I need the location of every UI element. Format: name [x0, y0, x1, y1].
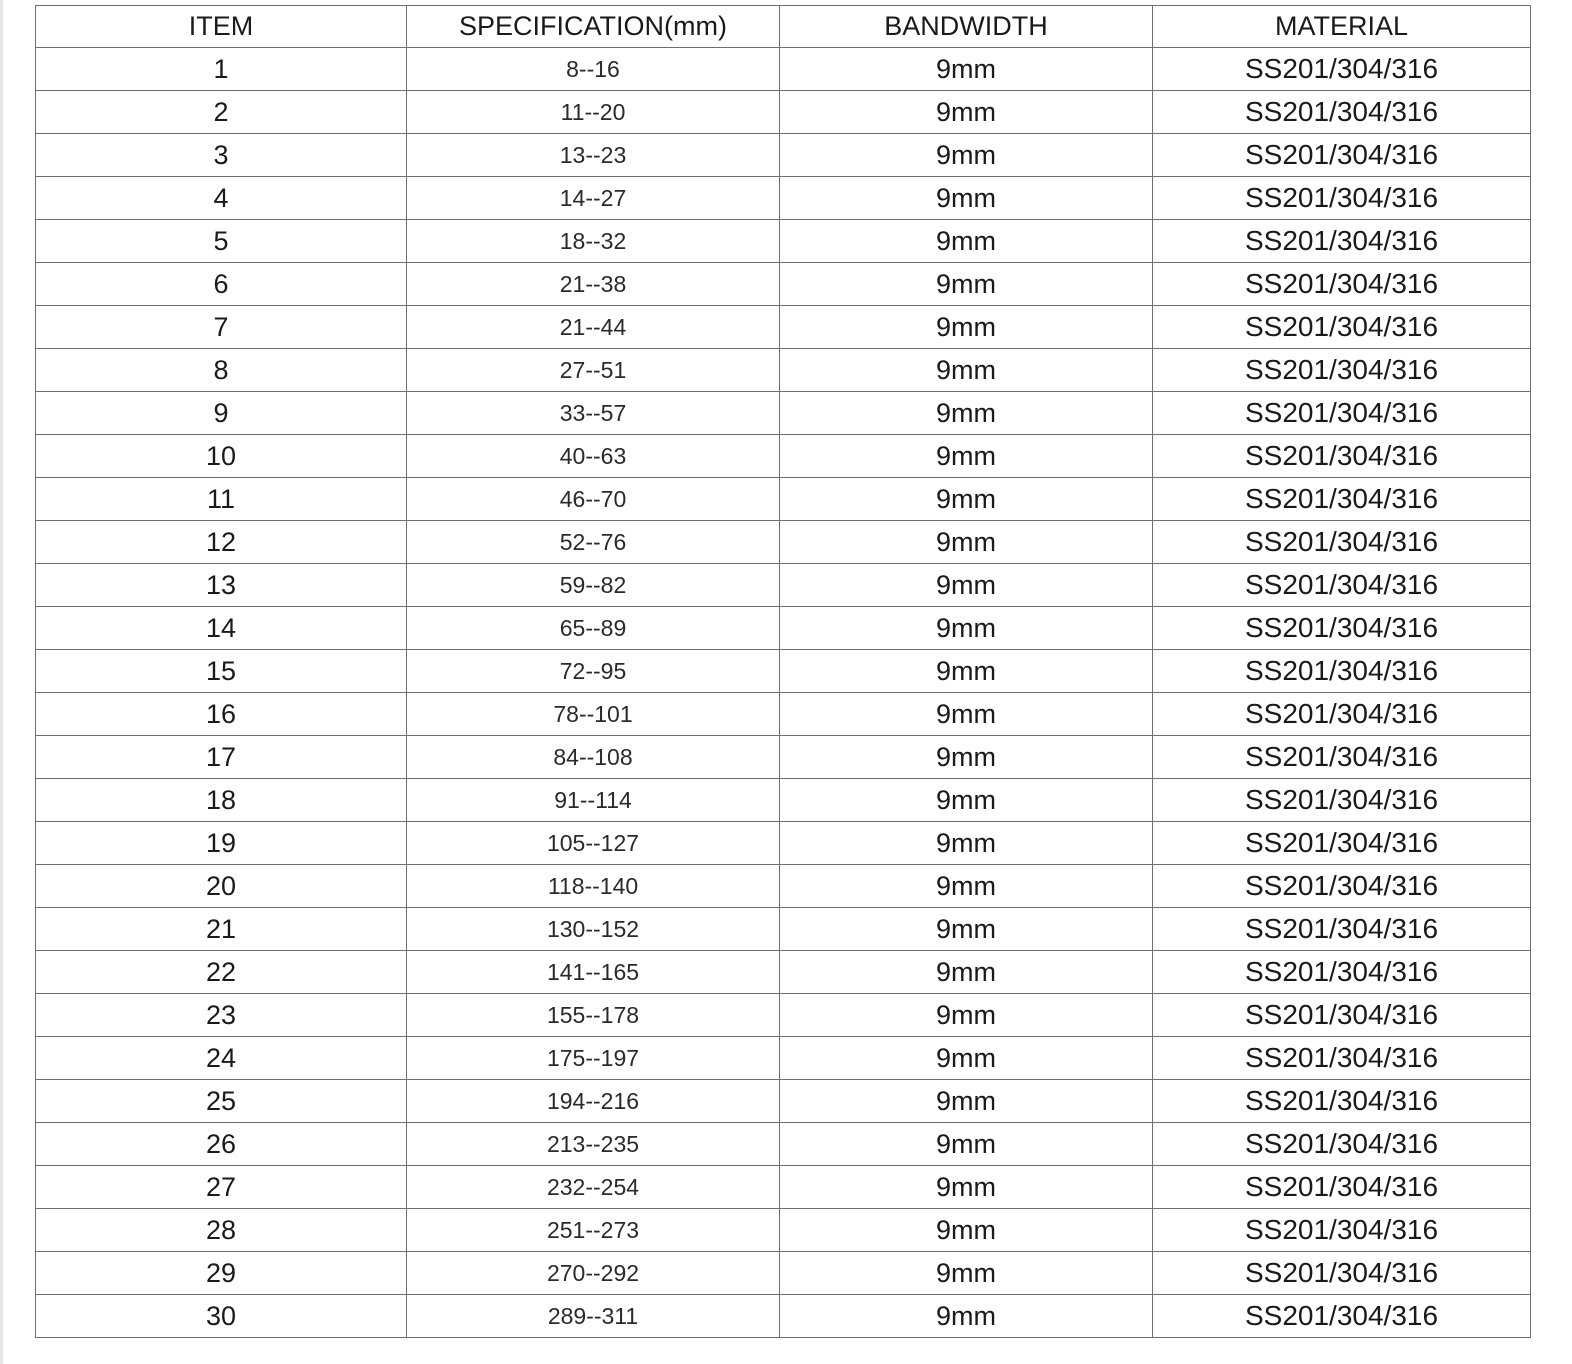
cell-specification: 52--76 [407, 521, 780, 564]
cell-item: 22 [36, 951, 407, 994]
cell-specification: 251--273 [407, 1209, 780, 1252]
cell-material: SS201/304/316 [1153, 1123, 1531, 1166]
cell-material: SS201/304/316 [1153, 263, 1531, 306]
table-row [36, 349, 1531, 392]
cell-specification: 40--63 [407, 435, 780, 478]
cell-bandwidth: 9mm [780, 306, 1153, 349]
table-row [36, 607, 1531, 650]
table-row [36, 693, 1531, 736]
cell-bandwidth: 9mm [780, 349, 1153, 392]
cell-specification: 27--51 [407, 349, 780, 392]
table-row [36, 908, 1531, 951]
cell-item: 1 [36, 48, 407, 91]
cell-specification: 59--82 [407, 564, 780, 607]
cell-specification: 130--152 [407, 908, 780, 951]
cell-item: 10 [36, 435, 407, 478]
cell-bandwidth: 9mm [780, 865, 1153, 908]
cell-specification: 21--38 [407, 263, 780, 306]
cell-bandwidth: 9mm [780, 994, 1153, 1037]
cell-item: 24 [36, 1037, 407, 1080]
header-specification: SPECIFICATION(mm) [407, 6, 780, 48]
table-row [36, 1252, 1531, 1295]
cell-specification: 72--95 [407, 650, 780, 693]
cell-item: 21 [36, 908, 407, 951]
cell-bandwidth: 9mm [780, 736, 1153, 779]
cell-bandwidth: 9mm [780, 1252, 1153, 1295]
cell-material: SS201/304/316 [1153, 822, 1531, 865]
cell-specification: 46--70 [407, 478, 780, 521]
table-row [36, 220, 1531, 263]
cell-material: SS201/304/316 [1153, 306, 1531, 349]
cell-material: SS201/304/316 [1153, 478, 1531, 521]
cell-item: 19 [36, 822, 407, 865]
cell-material: SS201/304/316 [1153, 1166, 1531, 1209]
cell-bandwidth: 9mm [780, 1123, 1153, 1166]
cell-specification: 118--140 [407, 865, 780, 908]
cell-specification: 14--27 [407, 177, 780, 220]
cell-specification: 232--254 [407, 1166, 780, 1209]
cell-specification: 21--44 [407, 306, 780, 349]
cell-item: 25 [36, 1080, 407, 1123]
table-row [36, 779, 1531, 822]
cell-material: SS201/304/316 [1153, 779, 1531, 822]
cell-bandwidth: 9mm [780, 951, 1153, 994]
cell-item: 9 [36, 392, 407, 435]
cell-bandwidth: 9mm [780, 607, 1153, 650]
cell-material: SS201/304/316 [1153, 177, 1531, 220]
cell-item: 12 [36, 521, 407, 564]
cell-material: SS201/304/316 [1153, 1252, 1531, 1295]
cell-material: SS201/304/316 [1153, 736, 1531, 779]
cell-material: SS201/304/316 [1153, 48, 1531, 91]
cell-item: 14 [36, 607, 407, 650]
cell-item: 30 [36, 1295, 407, 1338]
cell-bandwidth: 9mm [780, 1295, 1153, 1338]
cell-material: SS201/304/316 [1153, 908, 1531, 951]
header-bandwidth: BANDWIDTH [780, 6, 1153, 48]
cell-item: 11 [36, 478, 407, 521]
cell-item: 29 [36, 1252, 407, 1295]
cell-bandwidth: 9mm [780, 1037, 1153, 1080]
cell-specification: 65--89 [407, 607, 780, 650]
cell-material: SS201/304/316 [1153, 392, 1531, 435]
cell-item: 13 [36, 564, 407, 607]
table-row [36, 521, 1531, 564]
cell-item: 18 [36, 779, 407, 822]
cell-material: SS201/304/316 [1153, 650, 1531, 693]
cell-specification: 270--292 [407, 1252, 780, 1295]
cell-item: 20 [36, 865, 407, 908]
table-row [36, 1166, 1531, 1209]
cell-material: SS201/304/316 [1153, 607, 1531, 650]
cell-material: SS201/304/316 [1153, 994, 1531, 1037]
cell-bandwidth: 9mm [780, 220, 1153, 263]
cell-specification: 289--311 [407, 1295, 780, 1338]
table-row [36, 1295, 1531, 1338]
table-row [36, 1123, 1531, 1166]
cell-material: SS201/304/316 [1153, 435, 1531, 478]
cell-bandwidth: 9mm [780, 650, 1153, 693]
cell-specification: 155--178 [407, 994, 780, 1037]
cell-item: 3 [36, 134, 407, 177]
cell-material: SS201/304/316 [1153, 1209, 1531, 1252]
cell-bandwidth: 9mm [780, 478, 1153, 521]
table-row [36, 822, 1531, 865]
cell-material: SS201/304/316 [1153, 951, 1531, 994]
cell-bandwidth: 9mm [780, 1080, 1153, 1123]
table-header [36, 6, 1531, 48]
table-row [36, 263, 1531, 306]
table-row [36, 91, 1531, 134]
cell-item: 15 [36, 650, 407, 693]
cell-specification: 13--23 [407, 134, 780, 177]
cell-material: SS201/304/316 [1153, 1295, 1531, 1338]
cell-bandwidth: 9mm [780, 521, 1153, 564]
cell-bandwidth: 9mm [780, 91, 1153, 134]
cell-material: SS201/304/316 [1153, 693, 1531, 736]
cell-bandwidth: 9mm [780, 1166, 1153, 1209]
cell-specification: 141--165 [407, 951, 780, 994]
cell-bandwidth: 9mm [780, 779, 1153, 822]
cell-specification: 91--114 [407, 779, 780, 822]
table-row [36, 435, 1531, 478]
cell-material: SS201/304/316 [1153, 865, 1531, 908]
header-row [36, 6, 1531, 48]
cell-specification: 175--197 [407, 1037, 780, 1080]
cell-specification: 84--108 [407, 736, 780, 779]
table-row [36, 1209, 1531, 1252]
cell-specification: 11--20 [407, 91, 780, 134]
cell-material: SS201/304/316 [1153, 91, 1531, 134]
cell-specification: 194--216 [407, 1080, 780, 1123]
cell-specification: 78--101 [407, 693, 780, 736]
specification-table [35, 5, 1531, 1338]
cell-bandwidth: 9mm [780, 1209, 1153, 1252]
cell-bandwidth: 9mm [780, 822, 1153, 865]
cell-material: SS201/304/316 [1153, 521, 1531, 564]
table-row [36, 177, 1531, 220]
cell-item: 17 [36, 736, 407, 779]
cell-specification: 105--127 [407, 822, 780, 865]
header-material: MATERIAL [1153, 6, 1531, 48]
table-row [36, 994, 1531, 1037]
cell-specification: 33--57 [407, 392, 780, 435]
table-row [36, 650, 1531, 693]
cell-specification: 18--32 [407, 220, 780, 263]
table-row [36, 1080, 1531, 1123]
cell-item: 7 [36, 306, 407, 349]
cell-material: SS201/304/316 [1153, 220, 1531, 263]
table-row [36, 564, 1531, 607]
table-row [36, 392, 1531, 435]
cell-bandwidth: 9mm [780, 48, 1153, 91]
page-left-edge [0, 0, 3, 1364]
table-row [36, 736, 1531, 779]
table-row [36, 951, 1531, 994]
cell-material: SS201/304/316 [1153, 564, 1531, 607]
cell-item: 26 [36, 1123, 407, 1166]
cell-bandwidth: 9mm [780, 177, 1153, 220]
cell-material: SS201/304/316 [1153, 1037, 1531, 1080]
cell-bandwidth: 9mm [780, 392, 1153, 435]
cell-bandwidth: 9mm [780, 564, 1153, 607]
table-row [36, 306, 1531, 349]
cell-bandwidth: 9mm [780, 908, 1153, 951]
table-row [36, 478, 1531, 521]
cell-material: SS201/304/316 [1153, 1080, 1531, 1123]
table-row [36, 48, 1531, 91]
header-item: ITEM [36, 6, 407, 48]
cell-item: 4 [36, 177, 407, 220]
cell-item: 8 [36, 349, 407, 392]
table-row [36, 1037, 1531, 1080]
cell-item: 5 [36, 220, 407, 263]
cell-item: 16 [36, 693, 407, 736]
cell-material: SS201/304/316 [1153, 134, 1531, 177]
cell-item: 28 [36, 1209, 407, 1252]
cell-specification: 213--235 [407, 1123, 780, 1166]
cell-bandwidth: 9mm [780, 134, 1153, 177]
table-body [36, 48, 1531, 1338]
cell-item: 23 [36, 994, 407, 1037]
cell-item: 6 [36, 263, 407, 306]
cell-bandwidth: 9mm [780, 693, 1153, 736]
cell-item: 2 [36, 91, 407, 134]
cell-bandwidth: 9mm [780, 435, 1153, 478]
table-row [36, 134, 1531, 177]
cell-item: 27 [36, 1166, 407, 1209]
cell-bandwidth: 9mm [780, 263, 1153, 306]
table-row [36, 865, 1531, 908]
cell-specification: 8--16 [407, 48, 780, 91]
cell-material: SS201/304/316 [1153, 349, 1531, 392]
